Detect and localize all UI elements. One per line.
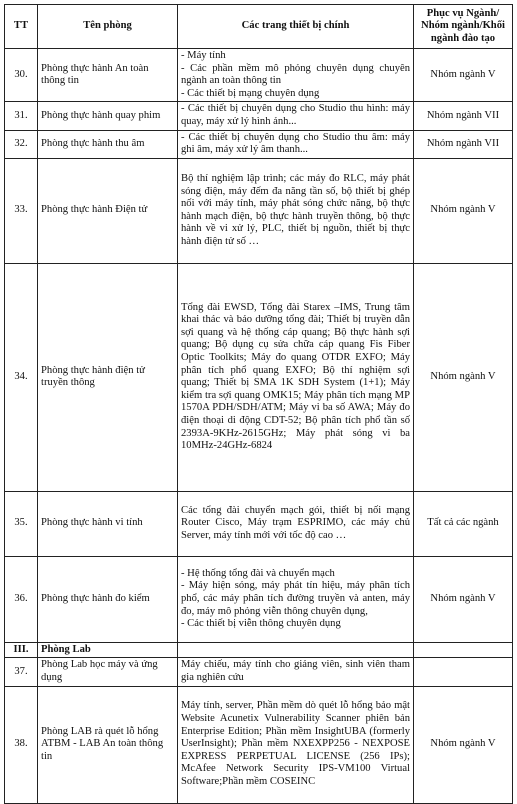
room-name: Phòng thực hành quay phim xyxy=(38,102,178,130)
device-line: - Các thiết bị mạng chuyên dụng xyxy=(181,87,320,99)
device-list xyxy=(178,263,414,491)
table-row xyxy=(5,49,513,102)
device-list xyxy=(178,130,414,158)
table-row xyxy=(5,263,513,491)
header-tt: TT xyxy=(5,5,38,49)
table-header-row xyxy=(5,5,513,49)
major-group: Nhóm ngành V xyxy=(414,686,513,803)
table-row xyxy=(5,130,513,158)
table-row xyxy=(5,158,513,263)
major-group: Nhóm ngành V xyxy=(414,556,513,642)
device-line: - Máy tính xyxy=(181,50,226,61)
major-group: Nhóm ngành V xyxy=(414,49,513,102)
device-line: - Các thiết bị chuyên dụng cho Studio thu âm: máy ghi âm, máy xử lý âm thanh... xyxy=(181,131,410,156)
table-row xyxy=(5,491,513,556)
table-row xyxy=(5,102,513,130)
equipment-table xyxy=(4,4,513,804)
section-empty-cell xyxy=(414,642,513,658)
device-list xyxy=(178,158,414,263)
row-number: 31. xyxy=(5,102,38,130)
device-list xyxy=(178,686,414,803)
room-name: Phòng thực hành đo kiểm xyxy=(38,556,178,642)
header-room: Tên phòng xyxy=(38,5,178,49)
major-group: Nhóm ngành VII xyxy=(414,102,513,130)
section-title: Phòng Lab xyxy=(38,642,178,658)
room-name: Phòng LAB rà quét lỗ hổng ATBM - LAB An toàn thông tin xyxy=(38,686,178,803)
room-name: Phòng thực hành Điện tử xyxy=(38,158,178,263)
device-line: - Các thiết bị chuyên dụng cho Studio thu hình: máy quay, máy xử lý hình ảnh... xyxy=(181,103,410,127)
row-number: 34. xyxy=(5,263,38,491)
row-number: 35. xyxy=(5,491,38,556)
device-list xyxy=(178,658,414,686)
device-line: Các tổng đài chuyển mạch gói, thiết bị nối mạng Router Cisco, Máy trạm ESPRIMO, các máy chủ Server, máy tính mới với tốc độ cao … xyxy=(181,504,410,542)
device-list xyxy=(178,49,414,102)
device-line: Bộ thí nghiệm lập trình; các máy đo RLC, máy phát sóng điện, máy đếm đa năng tần số, bộ thiết bị ghép nối với máy tính, máy phát sóng chức năng, bộ thực hành mạch điện, bộ thực hành truyền thông, bộ thực hành về vi xử lý, PLC, thiết bị nguồn, thiết bị thực hành điện tử số … xyxy=(181,172,410,247)
major-group: Nhóm ngành VII xyxy=(414,130,513,158)
room-name: Phòng thực hành thu âm xyxy=(38,130,178,158)
section-number: III. xyxy=(5,642,38,658)
row-number: 33. xyxy=(5,158,38,263)
major-group: Nhóm ngành V xyxy=(414,263,513,491)
table-row xyxy=(5,658,513,686)
row-number: 38. xyxy=(5,686,38,803)
device-line: Máy chiếu, máy tính cho giảng viên, sinh viên tham gia nghiên cứu xyxy=(181,659,410,683)
room-name: Phòng thực hành vi tính xyxy=(38,491,178,556)
major-group xyxy=(414,658,513,686)
major-group: Nhóm ngành V xyxy=(414,158,513,263)
room-name: Phòng Lab học máy và ứng dụng xyxy=(38,658,178,686)
room-name: Phòng thực hành An toàn thông tin xyxy=(38,49,178,102)
row-number: 36. xyxy=(5,556,38,642)
major-group: Tất cả các ngành xyxy=(414,491,513,556)
device-line: - Máy hiện sóng, máy phát tín hiệu, máy phân tích phổ, các máy phân tích đường truyền và anten, máy đo, máy mô phỏng viễn thông chuyên dụng, xyxy=(181,580,410,617)
device-line: - Các phần mềm mô phỏng chuyên dụng chuyên ngành an toàn thông tin xyxy=(181,62,410,87)
table-row xyxy=(5,686,513,803)
device-list xyxy=(178,491,414,556)
device-line: - Hệ thống tổng đài và chuyển mạch xyxy=(181,567,335,579)
section-row xyxy=(5,642,513,658)
device-line: Máy tính, server, Phần mềm dò quét lỗ hổng bảo mật Website Acunetix Vulnerability Scanner phiên bản Enterprise Edition; Phần mềm InsightUBA (formerly UserInsight); Phần mềm NXEXPP256 - NEXPOSE EXPRESS PERPETUAL LICENSE (256 IPs); McAfee Network Security IPS-VM100 Virtual Software;Phần mềm COSEINC xyxy=(181,700,410,788)
row-number: 32. xyxy=(5,130,38,158)
device-list xyxy=(178,556,414,642)
row-number: 30. xyxy=(5,49,38,102)
row-number: 37. xyxy=(5,658,38,686)
device-list xyxy=(178,102,414,130)
section-empty-cell xyxy=(178,642,414,658)
device-line: Tổng đài EWSD, Tổng đài Starex –IMS, Trung tâm khai thác và bảo dưỡng tổng đài; Thiết bị truyền dẫn sợi quang và hệ thống cáp quang; Bộ thực hành sợi quang; Bộ dụng cụ sửa chữa cáp quang Fis Fiber Optic Toolkits; Máy đo quang OTDR EXFO; Máy phân tích phổ quang EXFO; Bộ thí nghiệm sợi quang; Thiết bị SMA 1K SDH System (1+1); Máy kiểm tra sợi quang OMK15; Máy phân tích mạng MP 1570A PDH/SDH/ATM; Máy vi ba số AWA; Máy đo điện thoại di động CDT-52; Bộ phân tích phổ tần số 2393A-9KHz-2615GHz; Máy phát sóng vi ba 10MHz-24GHz-6824 xyxy=(181,301,410,452)
device-line: - Các thiết bị viễn thông chuyên dụng xyxy=(181,618,341,630)
header-group: Phục vụ Ngành/ Nhóm ngành/Khối ngành đào tạo xyxy=(414,5,513,49)
header-devices: Các trang thiết bị chính xyxy=(178,5,414,49)
table-row xyxy=(5,556,513,642)
room-name: Phòng thực hành điện tử truyền thông xyxy=(38,263,178,491)
